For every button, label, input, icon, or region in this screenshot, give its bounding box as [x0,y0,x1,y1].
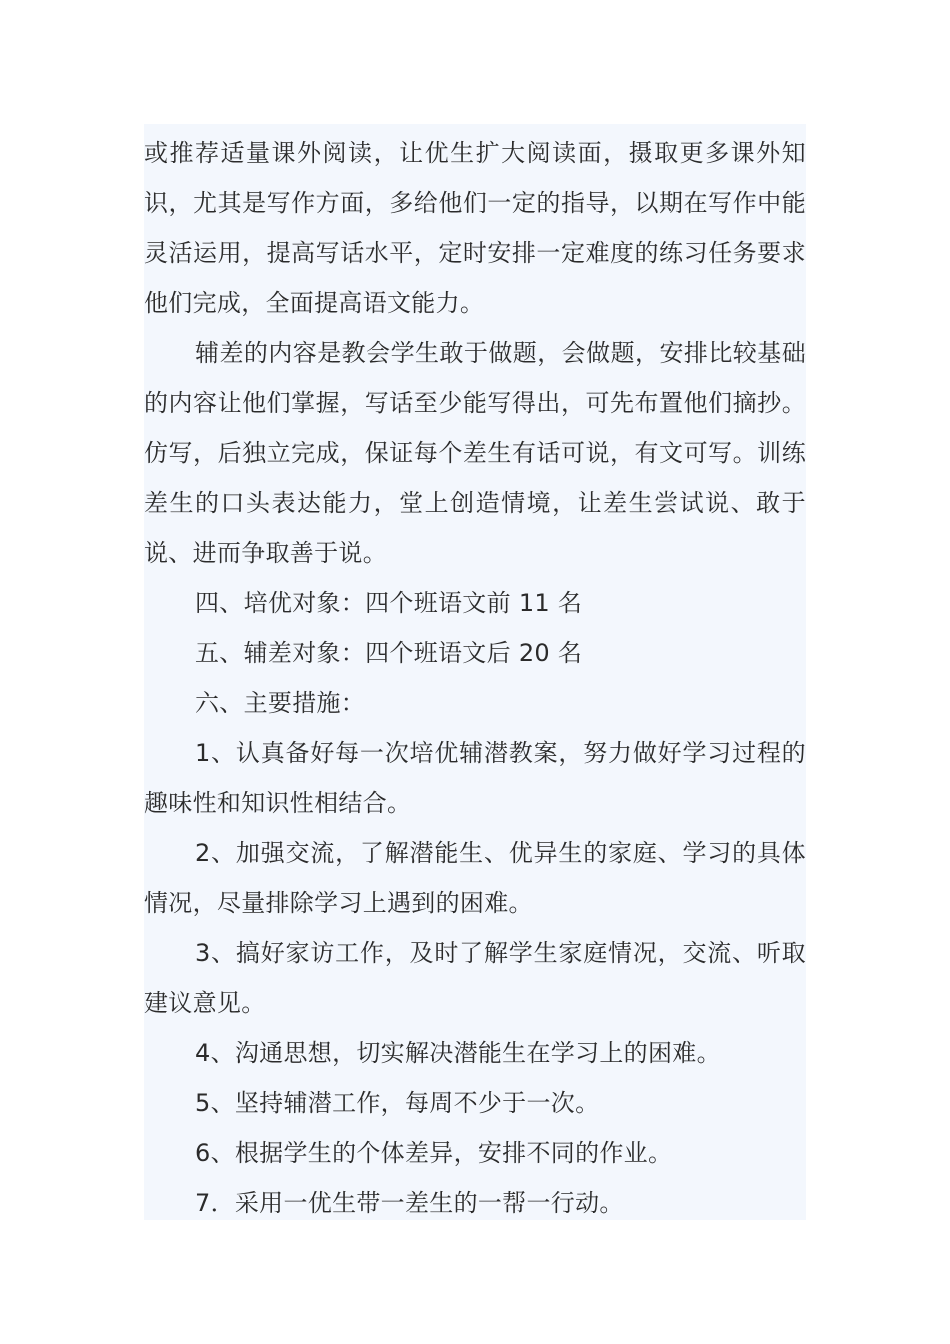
measure-item-1: 1、认真备好每一次培优辅潜教案，努力做好学习过程的趣味性和知识性相结合。 [144,739,806,817]
paragraph-remedial-content: 辅差的内容是教会学生敢于做题，会做题，安排比较基础的内容让他们掌握，写话至少能写得出，可先布置他们摘抄。仿写，后独立完成，保证每个差生有话可说，有文可写。训练差生的口头表达能力，堂上创造情境，让差生尝试说、敢于说、进而争取善于说。 [144,339,806,567]
paragraph-remedial-targets: 五、辅差对象：四个班语文后 20 名 [195,639,583,667]
paragraph-reading-guidance: 或推荐适量课外阅读，让优生扩大阅读面，摄取更多课外知识，尤其是写作方面，多给他们一定的指导，以期在写作中能灵活运用，提高写话水平，定时安排一定难度的练习任务要求他们完成，全面提高语文能力。 [144,139,806,317]
heading-main-measures: 六、主要措施： [195,689,366,717]
measure-item-3: 3、搞好家访工作，及时了解学生家庭情况，交流、听取建议意见。 [144,939,806,1017]
measure-item-5: 5、坚持辅潜工作，每周不少于一次。 [195,1089,600,1117]
measure-item-2: 2、加强交流，了解潜能生、优异生的家庭、学习的具体情况，尽量排除学习上遇到的困难。 [144,839,806,917]
measure-item-7: 7．采用一优生带一差生的一帮一行动。 [195,1189,624,1217]
paragraph-advanced-targets: 四、培优对象：四个班语文前 11 名 [195,589,583,617]
measure-item-4: 4、沟通思想，切实解决潜能生在学习上的困难。 [195,1039,721,1067]
document-body [144,124,806,1220]
measure-item-6: 6、根据学生的个体差异，安排不同的作业。 [195,1139,673,1167]
